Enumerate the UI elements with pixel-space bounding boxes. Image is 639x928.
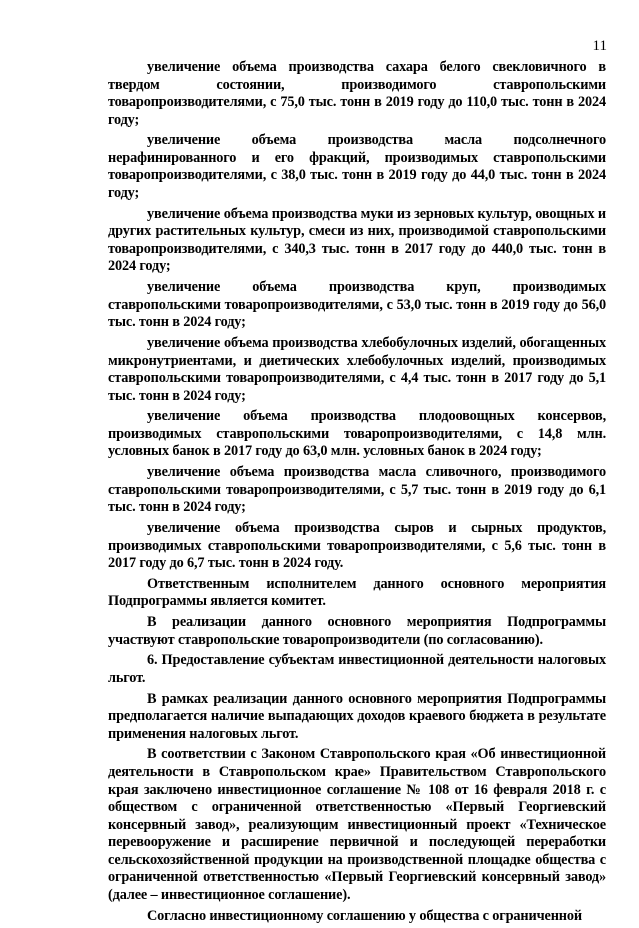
paragraph-flour-production: увеличение объема производства муки из зерновых культур, овощных и других растительных культур, смеси из них, производимой ставропольскими товаропроизводителями, с 340,3 тыс. тонн в 2017 году до 440,0 тыс. тонн в 2024 году; xyxy=(108,205,606,275)
paragraph-bakery-production: увеличение объема производства хлебобулочных изделий, обогащенных микронутриентами, и диетических хлебобулочных изделий, производимых ставропольскими товаропроизводителями, с 4,4 тыс. тонн в 2017 году до 5,1 тыс. тонн в 2024 году; xyxy=(108,334,606,404)
paragraph-sugar-production: увеличение объема производства сахара белого свекловичного в твердом состоянии, производимого ставропольскими товаропроизводителями, с 75,0 тыс. тонн в 2019 году до 110,0 тыс. тонн в 2024 году; xyxy=(108,59,606,128)
paragraph-agreement-terms: Согласно инвестиционному соглашению у общества с ограниченной xyxy=(147,907,582,924)
paragraph-section-6-heading: 6. Предоставление субъектам инвестиционной деятельности налоговых льгот. xyxy=(108,652,606,686)
paragraph-groats-production: увеличение объема производства круп, производимых ставропольскими товаропроизводителями, с 53,0 тыс. тонн в 2019 году до 56,0 тыс. тонн в 2024 году; xyxy=(108,279,606,331)
paragraph-butter-production: увеличение объема производства масла сливочного, производимого ставропольскими товаропроизводителями, с 5,7 тыс. тонн в 2019 году до 6,1 тыс. тонн в 2024 году; xyxy=(108,464,606,516)
paragraph-cheese-production: увеличение объема производства сыров и сырных продуктов, производимых ставропольскими товаропроизводителями, с 5,6 тыс. тонн в 2017 году до 6,7 тыс. тонн в 2024 году. xyxy=(108,519,606,572)
paragraph-investment-agreement: В соответствии с Законом Ставропольского края «Об инвестиционной деятельности в Ставропольском крае» Правительством Ставропольского края заключено инвестиционное соглашение № 108 от 16 февраля 2018 г. с обществом с ограниченной ответственностью «Первый Георгиевский консервный завод», реализующим инвестиционный проект «Техническое перевооружение и расширение первичной и последующей переработки сельскохозяйственной продукции на производственной площадке общества с ограниченной ответственностью «Первый Георгиевский консервный завод» (далее – инвестиционное соглашение). xyxy=(108,746,606,903)
page-number: 11 xyxy=(592,38,607,54)
paragraph-sunflower-oil-production: увеличение объема производства масла подсолнечного нерафинированного и его фракций, производимых ставропольскими товаропроизводителями, с 38,0 тыс. тонн в 2019 году до 44,0 тыс. тонн в 2024 году; xyxy=(108,132,606,202)
paragraph-canned-goods-production: увеличение объема производства плодоовощных консервов, производимых ставропольскими товаропроизводителями, с 14,8 млн. условных банок в 2017 году до 63,0 млн. условных банок в 2024 году; xyxy=(108,408,606,460)
paragraph-participants: В реализации данного основного мероприятия Подпрограммы участвуют ставропольские товаропроизводители (по согласованию). xyxy=(108,614,606,648)
document-body xyxy=(108,59,606,928)
paragraph-tax-benefits: В рамках реализации данного основного мероприятия Подпрограммы предполагается наличие выпадающих доходов краевого бюджета в результате применения налоговых льгот. xyxy=(108,690,606,742)
paragraph-responsible-executor: Ответственным исполнителем данного основного мероприятия Подпрограммы является комитет. xyxy=(108,575,606,610)
